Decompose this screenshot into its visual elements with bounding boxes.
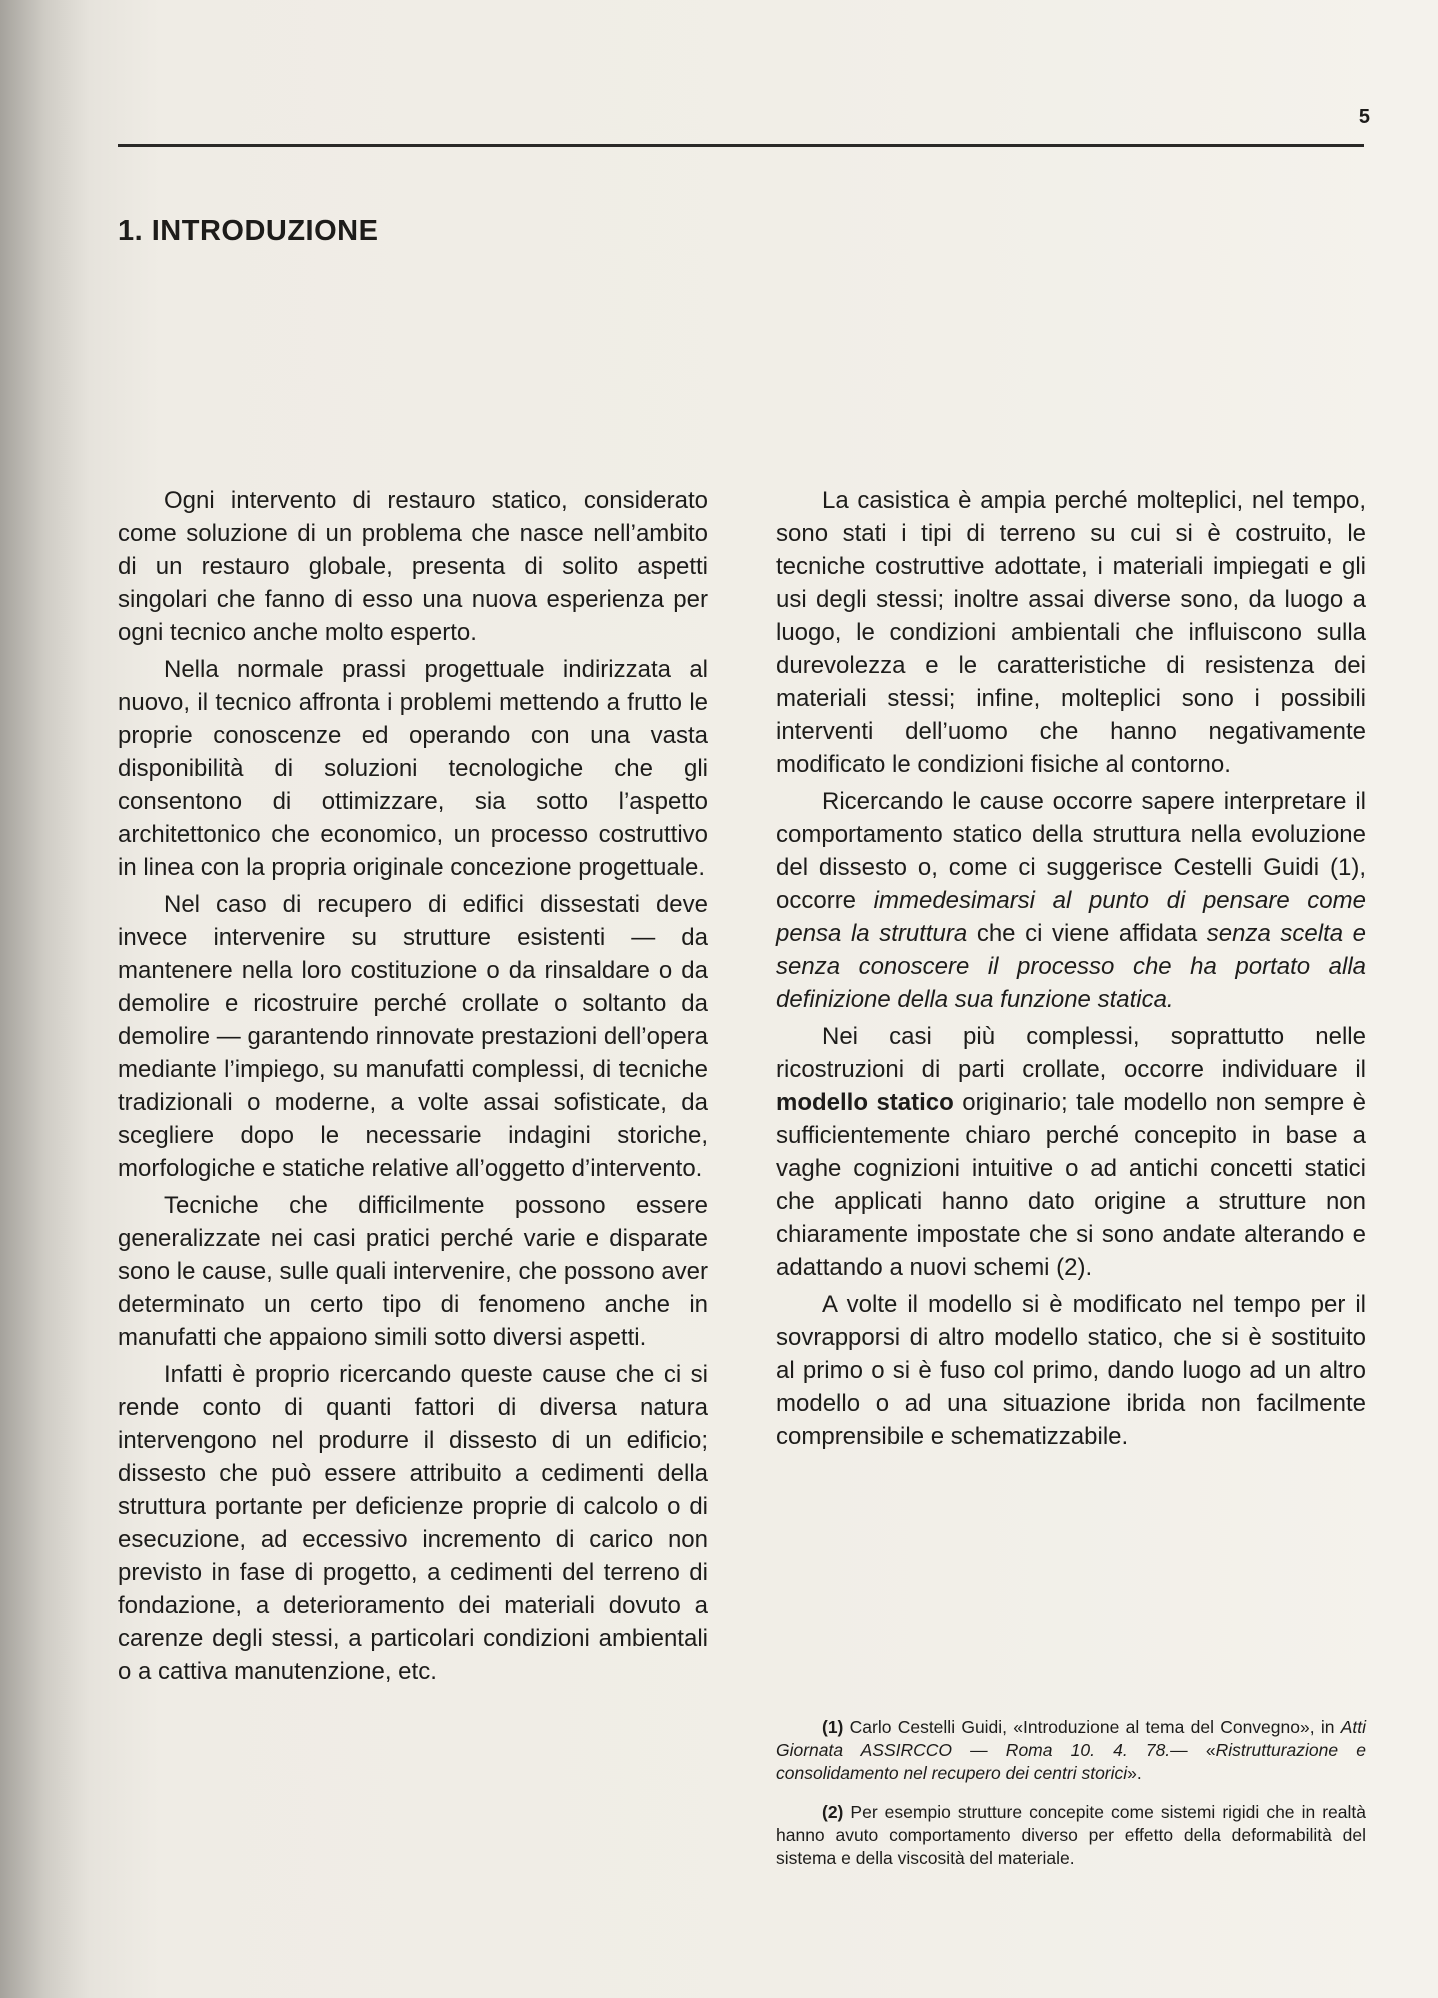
paragraph: A volte il modello si è modificato nel tempo per il sovrapporsi di altro modello statico, che si è sostituito al primo o si è fuso col primo, dando luogo ad un altro modello o ad una situazione ibrida non facilmente comprensibile e schematizzabile. bbox=[776, 1291, 1366, 1450]
paragraph: Tecniche che difficilmente possono essere generalizzate nei casi pratici perché varie e disparate sono le cause, sulle quali intervenire, che possono aver determinato un certo tipo di fenomeno anche in manufatti che appaiono simili sotto diversi aspetti. bbox=[118, 1192, 708, 1351]
bold-term: modello statico bbox=[776, 1089, 954, 1116]
text-run: Nei casi più complessi, soprattutto nelle ricostruzioni di parti crollate, occorre individuare il bbox=[776, 1023, 1366, 1083]
paragraph: La casistica è ampia perché molteplici, nel tempo, sono stati i tipi di terreno su cui si è costruito, le tecniche costruttive adottate, i materiali impiegati e gli usi degli stessi; inoltre assai diverse sono, da luogo a luogo, le condizioni ambientali che influiscono sulla durevolezza e le caratteristiche di resistenza dei materiali stessi; infine, molteplici sono i possibili interventi dell’uomo che hanno negativamente modificato le condizioni fisiche al contorno. bbox=[776, 487, 1366, 778]
footnotes bbox=[776, 1716, 1366, 1886]
italic-citation: Atti Giornata ASSIRCCO — Roma 10. 4. 78. bbox=[776, 1717, 1366, 1760]
italic-quote: immedesimarsi al punto di pensare come pensa la struttura bbox=[776, 887, 1366, 947]
text-run: ». bbox=[1127, 1763, 1142, 1783]
text-run: che ci viene affidata bbox=[967, 920, 1207, 947]
section-title: 1. INTRODUZIONE bbox=[118, 215, 379, 247]
text-run: Carlo Cestelli Guidi, «Introduzione al tema del Convegno», in bbox=[843, 1717, 1341, 1737]
text-run: Per esempio strutture concepite come sistemi rigidi che in realtà hanno avuto comportamento diverso per effetto della deformabilità del sistema e della viscosità del materiale. bbox=[776, 1802, 1366, 1868]
paragraph: Ogni intervento di restauro statico, considerato come soluzione di un problema che nasce nell’ambito di un restauro globale, presenta di solito aspetti singolari che fanno di esso una nuova esperienza per ogni tecnico anche molto esperto. bbox=[118, 487, 708, 646]
text-run: originario; tale modello non sempre è sufficientemente chiaro perché concepito in base a vaghe cognizioni intuitive o ad antichi concetti statici che applicati hanno dato origine a strutture non chiaramente impostate che si sono andate alterando e adattando a nuovi schemi (2). bbox=[776, 1089, 1367, 1281]
footnote-number: (1) bbox=[822, 1717, 844, 1737]
paragraph: Nel caso di recupero di edifici dissestati deve invece intervenire su strutture esistenti — da mantenere nella loro costituzione o da rinsaldare o da demolire e ricostruire perché crollate o soltanto da demolire — garantendo rinnovate prestazioni dell’opera mediante l’impiego, su manufatti complessi, di tecniche tradizionali o moderne, a volte assai sofisticate, da scegliere dopo le necessarie indagini storiche, morfologiche e statiche relative all’oggetto d’intervento. bbox=[118, 891, 708, 1182]
left-column bbox=[118, 484, 708, 1692]
paragraph bbox=[776, 1020, 1366, 1284]
paragraph bbox=[776, 785, 1366, 1016]
header-rule bbox=[118, 144, 1364, 147]
paragraph: Infatti è proprio ricercando queste cause che ci si rende conto di quanti fattori di diversa natura intervengono nel produrre il dissesto di un edificio; dissesto che può essere attribuito a cedimenti della struttura portante per deficienze proprie di calcolo o di esecuzione, ad eccessivo incremento di carico non previsto in fase di progetto, a cedimenti del terreno di fondazione, a deterioramento dei materiali dovuto a carenze degli stessi, a particolari condizioni ambientali o a cattiva manutenzione, etc. bbox=[118, 1361, 708, 1685]
text-run: — « bbox=[1170, 1740, 1216, 1760]
footnote-number: (2) bbox=[822, 1802, 844, 1822]
footnote-1 bbox=[776, 1716, 1366, 1785]
italic-quote: senza scelta e senza conoscere il processo che ha portato alla definizione della sua funzione statica. bbox=[776, 920, 1367, 1013]
page-number: 5 bbox=[1358, 106, 1370, 128]
footnote-2 bbox=[776, 1801, 1366, 1870]
italic-citation: Ristrutturazione e consolidamento nel recupero dei centri storici bbox=[776, 1740, 1366, 1783]
right-column bbox=[776, 484, 1366, 1457]
paragraph: Nella normale prassi progettuale indirizzata al nuovo, il tecnico affronta i problemi mettendo a frutto le proprie conoscenze ed operando con una vasta disponibilità di soluzioni tecnologiche che gli consentono di ottimizzare, sia sotto l’aspetto architettonico che economico, un processo costruttivo in linea con la propria originale concezione progettuale. bbox=[118, 656, 708, 881]
text-run: Ricercando le cause occorre sapere interpretare il comportamento statico della struttura nella evoluzione del dissesto o, come ci suggerisce Cestelli Guidi (1), occorre bbox=[776, 788, 1366, 914]
